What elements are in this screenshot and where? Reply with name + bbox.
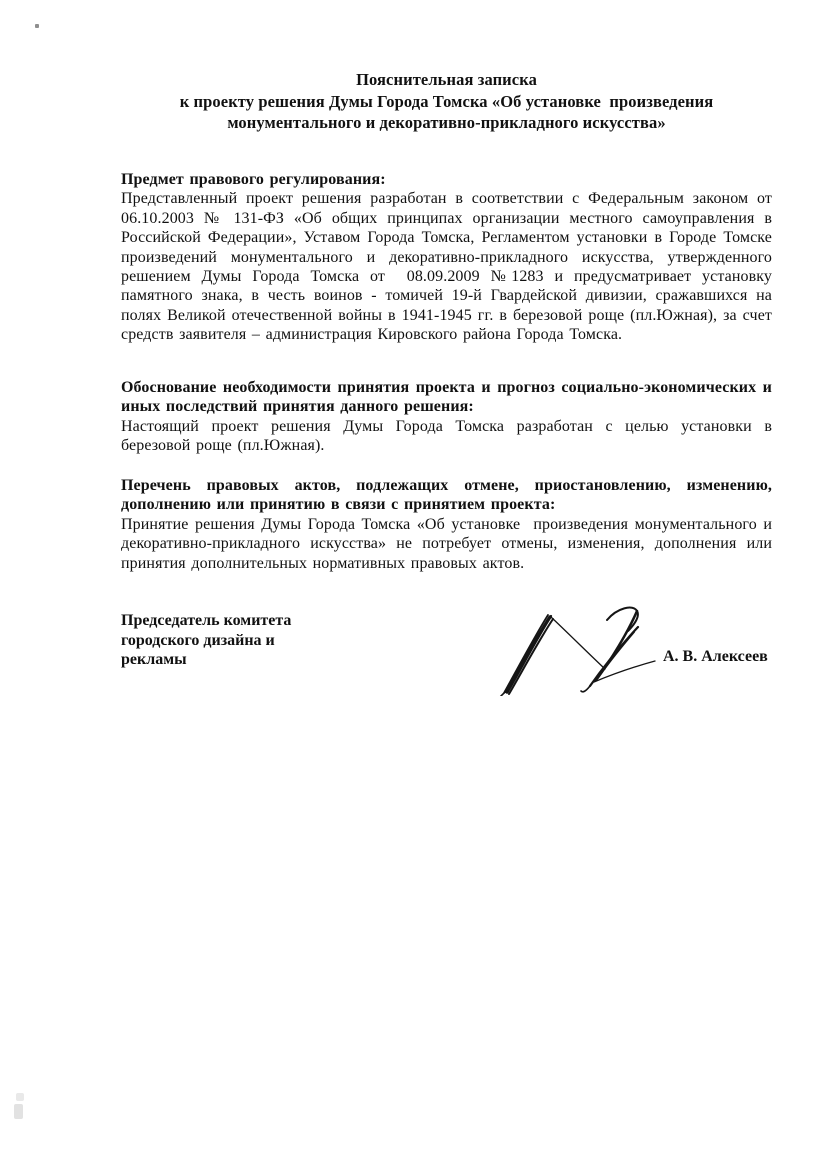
- section-body: Настоящий проект решения Думы Города Томска разработан с целью установки в березовой роще (пл.Южная).: [121, 417, 772, 455]
- section-list-of-acts: [121, 476, 772, 573]
- signature-name: А. В. Алексеев: [663, 648, 768, 665]
- section-heading: Перечень правовых актов, подлежащих отмене, приостановлению, изменению, дополнению или принятию в связи с принятием проекта:: [121, 477, 772, 514]
- scan-artifact-dot: [35, 24, 39, 28]
- title-line-3: монументального и декоративно-прикладного искусства»: [227, 113, 666, 132]
- scan-artifact-smudge: [16, 1093, 24, 1101]
- signature-role-line-2: городского дизайна и: [121, 631, 275, 649]
- section-heading: Обоснование необходимости принятия проекта и прогноз социально-экономических и иных последствий принятия данного решения:: [121, 379, 772, 416]
- scan-artifact-smudge: [14, 1104, 23, 1119]
- handwritten-signature-icon: [495, 604, 667, 696]
- section-justification: [121, 378, 772, 456]
- title-line-2: к проекту решения Думы Города Томска «Об установке произведения: [179, 91, 714, 111]
- section-body: Принятие решения Думы Города Томска «Об установке произведения монументального и декоративно-прикладного искусства» не потребует отмены, изменения, дополнения или принятия дополнительных нормативных правовых актов.: [121, 515, 772, 572]
- document-title: [121, 69, 772, 134]
- signature-role-line-1: Председатель комитета: [121, 612, 292, 629]
- signature-role-line-3: рекламы: [121, 651, 187, 668]
- section-heading: Предмет правового регулирования:: [121, 171, 386, 188]
- signature-role-block: [121, 611, 341, 670]
- section-subject-of-regulation: [121, 170, 772, 345]
- section-body: Представленный проект решения разработан в соответствии с Федеральным законом от 06.10.2003 № 131-ФЗ «Об общих принципах организации местного самоуправления в Российской Федерации», Уставом Города Томска, Регламентом установки в Городе Томске произведений монументального и декоративно-прикладного искусства, утвержденного решением Думы Города Томска от 08.09.2009 №1283 и предусматривает установку памятного знака, в честь воинов - томичей 19-й Гвардейской дивизии, сражавшихся на полях Великой отечественной войны в 1941-1945 гг. в березовой роще (пл.Южная), за счет средств заявителя – администрация Кировского района Города Томска.: [121, 190, 772, 344]
- title-line-1: Пояснительная записка: [356, 70, 537, 89]
